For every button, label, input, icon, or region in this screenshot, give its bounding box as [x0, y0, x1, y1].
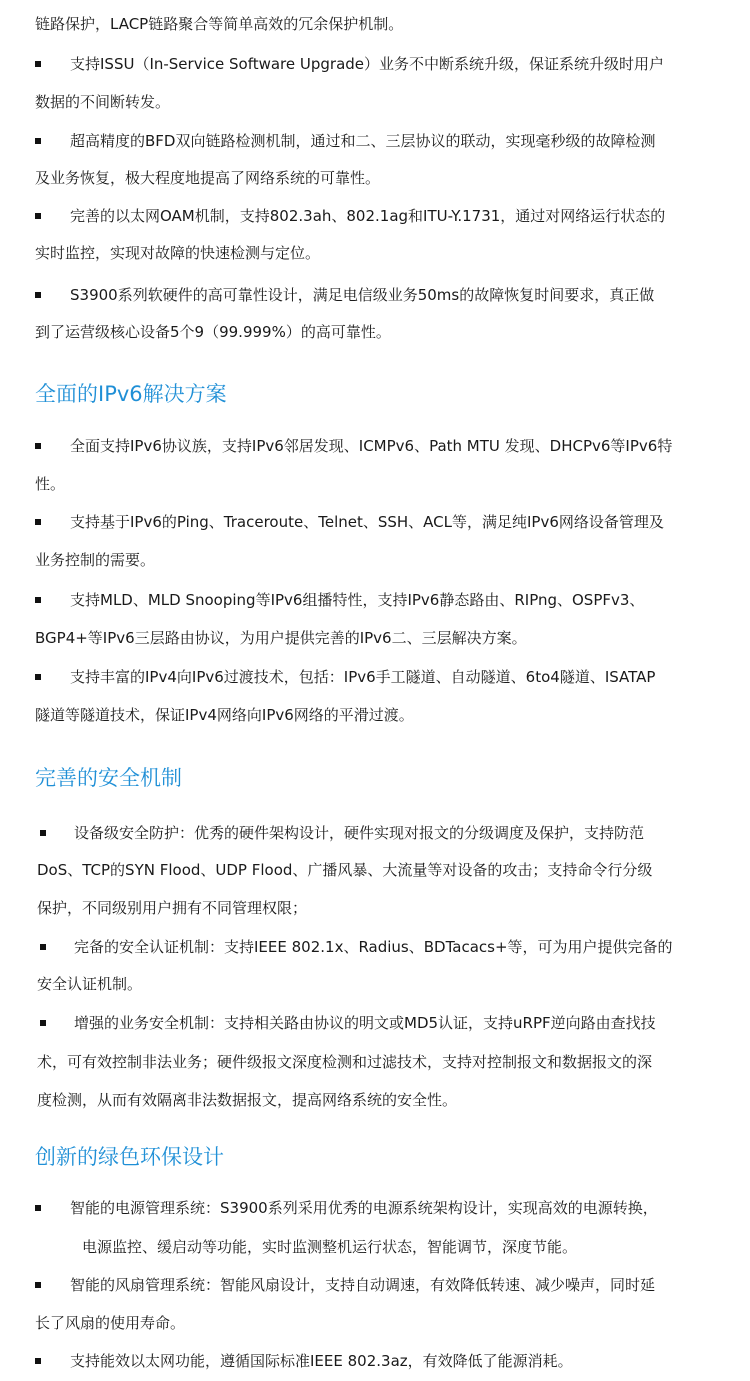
- list-item-text: 业务控制的需要。: [35, 551, 156, 569]
- bullet-icon: [35, 519, 41, 525]
- bullet-icon: [35, 597, 41, 603]
- list-item-text: 安全认证机制。: [37, 975, 143, 993]
- bullet-icon: [40, 830, 46, 836]
- list-item-text: 支持基于IPv6的Ping、Traceroute、Telnet、SSH、ACL等，满足纯IPv6网络设备管理及: [70, 513, 664, 531]
- list-item-text: 电源监控、缓启动等功能，实时监测整机运行状态，智能调节，深度节能。: [82, 1238, 578, 1256]
- section-heading-security: 完善的安全机制: [35, 766, 182, 790]
- list-item-text: 度检测，从而有效隔离非法数据报文，提高网络系统的安全性。: [37, 1091, 458, 1109]
- list-item-text: 完善的以太网OAM机制，支持802.3ah、802.1ag和ITU-Y.1731，通过对网络运行状态的: [70, 207, 666, 225]
- list-item-text: 支持丰富的IPv4向IPv6过渡技术，包括：IPv6手工隧道、自动隧道、6to4隧道、ISATAP: [70, 668, 656, 686]
- list-item-text: 保护，不同级别用户拥有不同管理权限；: [37, 899, 308, 917]
- list-item-text: DoS、TCP的SYN Flood、UDP Flood、广播风暴、大流量等对设备的攻击；支持命令行分级: [37, 861, 653, 879]
- bullet-icon: [35, 213, 41, 219]
- bullet-icon: [35, 1358, 41, 1364]
- bullet-icon: [40, 1020, 46, 1026]
- paragraph-text: 链路保护，LACP链路聚合等简单高效的冗余保护机制。: [35, 15, 404, 33]
- bullet-icon: [35, 1282, 41, 1288]
- list-item-text: 完备的安全认证机制：支持IEEE 802.1x、Radius、BDTacacs+等，可为用户提供完备的: [74, 938, 673, 956]
- list-item-text: 数据的不间断转发。: [35, 93, 171, 111]
- bullet-icon: [35, 138, 41, 144]
- list-item-text: 智能的风扇管理系统：智能风扇设计，支持自动调速，有效降低转速、减少噪声，同时延: [70, 1276, 656, 1294]
- list-item-text: 及业务恢复，极大程度地提高了网络系统的可靠性。: [35, 169, 381, 187]
- list-item-text: 隧道等隧道技术，保证IPv4网络向IPv6网络的平滑过渡。: [35, 706, 414, 724]
- list-item-text: 支持能效以太网功能，遵循国际标准IEEE 802.3az，有效降低了能源消耗。: [70, 1352, 573, 1370]
- bullet-icon: [35, 292, 41, 298]
- list-item-text: S3900系列软硬件的高可靠性设计，满足电信级业务50ms的故障恢复时间要求，真正做: [70, 286, 655, 304]
- list-item-text: 智能的电源管理系统：S3900系列采用优秀的电源系统架构设计，实现高效的电源转换，: [70, 1199, 658, 1217]
- list-item-text: 支持ISSU（In-Service Software Upgrade）业务不中断系统升级，保证系统升级时用户: [70, 55, 665, 73]
- list-item-text: 全面支持IPv6协议族，支持IPv6邻居发现、ICMPv6、Path MTU 发现、DHCPv6等IPv6特: [70, 437, 673, 455]
- list-item-text: 实时监控，实现对故障的快速检测与定位。: [35, 244, 321, 262]
- bullet-icon: [35, 674, 41, 680]
- list-item-text: 性。: [35, 475, 66, 493]
- list-item-text: BGP4+等IPv6三层路由协议，为用户提供完善的IPv6二、三层解决方案。: [35, 629, 527, 647]
- list-item-text: 超高精度的BFD双向链路检测机制，通过和二、三层协议的联动，实现毫秒级的故障检测: [70, 132, 656, 150]
- list-item-text: 到了运营级核心设备5个9（99.999%）的高可靠性。: [35, 323, 391, 341]
- list-item-text: 术，可有效控制非法业务；硬件级报文深度检测和过滤技术，支持对控制报文和数据报文的深: [37, 1053, 653, 1071]
- section-heading-green: 创新的绿色环保设计: [35, 1145, 224, 1169]
- list-item-text: 增强的业务安全机制：支持相关路由协议的明文或MD5认证，支持uRPF逆向路由查找技: [74, 1014, 656, 1032]
- section-heading-ipv6: 全面的IPv6解决方案: [35, 382, 227, 406]
- bullet-icon: [35, 61, 41, 67]
- list-item-text: 支持MLD、MLD Snooping等IPv6组播特性，支持IPv6静态路由、RIPng、OSPFv3、: [70, 591, 645, 609]
- bullet-icon: [35, 443, 41, 449]
- bullet-icon: [40, 944, 46, 950]
- list-item-text: 设备级安全防护：优秀的硬件架构设计，硬件实现对报文的分级调度及保护，支持防范: [74, 824, 645, 842]
- bullet-icon: [35, 1205, 41, 1211]
- list-item-text: 长了风扇的使用寿命。: [35, 1314, 186, 1332]
